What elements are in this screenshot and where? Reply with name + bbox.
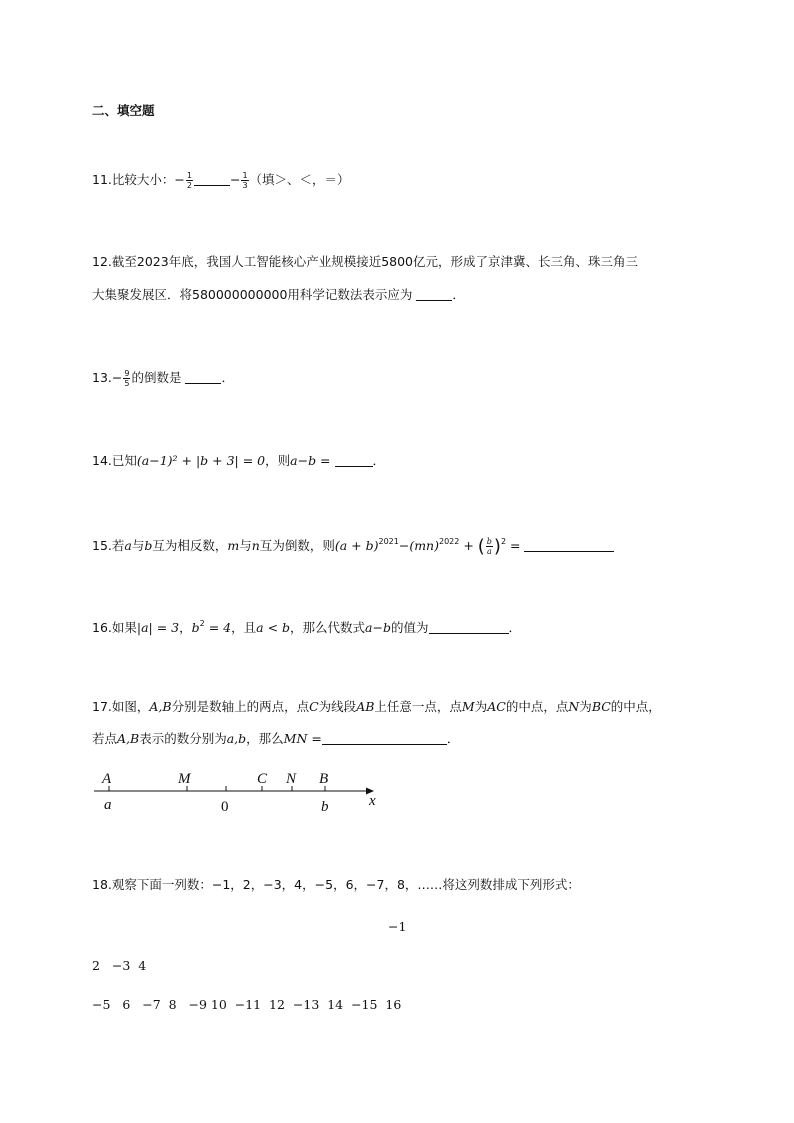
- label-A: A: [102, 771, 112, 787]
- q15-exp2: 2022: [438, 537, 460, 546]
- q13-fraction: [123, 369, 130, 388]
- q13-text: 的倒数是: [131, 370, 182, 385]
- q17-l1a: 17.如图，: [92, 699, 150, 714]
- q17-l2a: 若点: [92, 731, 118, 746]
- question-12-line-2: [92, 285, 465, 305]
- q16-ineq: a < b: [256, 620, 291, 635]
- q15-var-a: a: [124, 538, 132, 553]
- q17-BC: BC: [591, 699, 611, 714]
- q16-answer-blank[interactable]: [429, 621, 509, 634]
- section-title: 二、填空题: [92, 103, 155, 118]
- q16-t4: ，那么代数式: [290, 620, 366, 635]
- question-11: [92, 170, 350, 190]
- q12-answer-blank[interactable]: [416, 288, 452, 301]
- q15-t5: 互为倒数，则: [259, 538, 335, 553]
- q15-frac-den: a: [486, 547, 492, 556]
- q14-expression-2: a−b =: [290, 453, 331, 468]
- q15-var-m: m: [227, 538, 240, 553]
- q16-sq-rest: = 4: [204, 620, 232, 635]
- label-zero: 0: [221, 799, 229, 815]
- q13-end: ．: [221, 370, 234, 385]
- q17-l1b: 分别是数轴上的两点，点: [171, 699, 310, 714]
- q11-frac2-den: 3: [242, 181, 248, 190]
- q17-l1e: 为: [474, 699, 488, 714]
- q11-suffix: （填＞、＜，＝）: [249, 172, 350, 187]
- number-line-figure: [92, 765, 392, 815]
- q14-mid: ，则: [265, 453, 291, 468]
- sequence-row-1: −1: [388, 919, 407, 934]
- q17-l1f: 的中点，点: [505, 699, 569, 714]
- q14-prefix: 14.已知: [92, 453, 137, 468]
- q11-fraction-2: [241, 171, 248, 190]
- q17-AB: A,B: [149, 699, 172, 714]
- q16-sq-exp: 2: [199, 619, 205, 628]
- q11-answer-blank[interactable]: [194, 173, 230, 186]
- question-14: [92, 451, 385, 471]
- q15-frac-num: b: [486, 537, 492, 546]
- q15-t3: 互为相反数，: [152, 538, 228, 553]
- q17-end: ．: [446, 731, 460, 746]
- q14-expression: (a−1)² + |b + 3| = 0: [136, 453, 266, 468]
- q16-t1: 16.如果: [92, 620, 137, 635]
- q12-end: ．: [452, 287, 465, 302]
- question-13: [92, 368, 234, 388]
- q17-AC: AC: [487, 699, 506, 714]
- q12-text: 大集聚发展区．将580000000000用科学记数法表示应为: [92, 287, 413, 302]
- q15-t4: 与: [239, 538, 252, 553]
- question-12-line-1: 12.截至2023年底，我国人工智能核心产业规模接近5800亿元，形成了京津冀、长三角、珠三角三: [92, 254, 639, 269]
- label-C: C: [257, 771, 268, 787]
- q17-l2b: 表示的数分别为: [139, 731, 227, 746]
- q17-C: C: [309, 699, 319, 714]
- q17-AB3: A,B: [117, 731, 140, 746]
- q17-ab: a,b: [226, 731, 247, 746]
- question-18: 18.观察下面一列数：−1，2，−3，4，−5，6，−7，8，……将这列数排成下列形式：: [92, 877, 580, 892]
- label-B: B: [319, 771, 329, 787]
- label-x: x: [369, 793, 376, 809]
- question-17-line-1: [92, 697, 661, 717]
- label-M: M: [178, 771, 191, 787]
- sequence-row-3: −5 6 −7 8 −9 10 −11 12 −13 14 −15 16: [92, 997, 402, 1012]
- q11-prefix: 11.比较大小：: [92, 172, 175, 187]
- q15-paren-fraction: ( $\frac{b}{a}$ ): [477, 535, 501, 557]
- q16-t3: ，且: [231, 620, 257, 635]
- q17-AB2: AB: [356, 699, 375, 714]
- q17-l2c: ，那么: [246, 731, 284, 746]
- q15-eq: =: [506, 538, 521, 553]
- sequence-row-2: 2 −3 4: [92, 958, 147, 973]
- q11-fraction-1: [186, 171, 193, 190]
- q11-frac2-sign: −: [229, 172, 241, 187]
- q16-sq: b: [191, 620, 200, 635]
- q15-var-b: b: [144, 538, 153, 553]
- q15-t1: 15.若: [92, 538, 125, 553]
- q15-plus: +: [459, 538, 478, 553]
- q11-frac1-sign: −: [174, 172, 185, 187]
- q15-var-n: n: [251, 538, 260, 553]
- q13-frac-num: 9: [124, 369, 130, 378]
- q14-end: ．: [372, 453, 386, 468]
- q17-l1h: 的中点，: [610, 699, 661, 714]
- q11-frac1-den: 2: [186, 181, 192, 190]
- q15-fraction: [486, 537, 493, 556]
- q17-N: N: [568, 699, 580, 714]
- q11-frac2-num: 1: [242, 171, 248, 180]
- q13-answer-blank[interactable]: [185, 371, 221, 384]
- q17-l1c: 为线段: [318, 699, 357, 714]
- label-a: a: [104, 797, 112, 813]
- q14-answer-blank[interactable]: [335, 454, 373, 467]
- question-15: [92, 536, 614, 556]
- question-16: [92, 618, 521, 638]
- q13-frac-den: 5: [124, 379, 130, 388]
- q16-end: ．: [508, 620, 522, 635]
- q17-l1g: 为: [579, 699, 592, 714]
- q16-ab: a−b: [365, 620, 391, 635]
- q11-frac1-num: 1: [186, 171, 192, 180]
- q15-answer-blank[interactable]: [524, 539, 614, 552]
- label-b: b: [321, 799, 329, 815]
- q15-expr: (a + b): [334, 538, 379, 553]
- q16-abs: |a| = 3: [136, 620, 180, 635]
- question-17-line-2: [92, 729, 459, 749]
- q15-exp3: 2: [500, 537, 507, 546]
- q15-t2: 与: [131, 538, 145, 553]
- q17-MN: MN =: [283, 731, 322, 746]
- q17-answer-blank[interactable]: [322, 732, 447, 745]
- q15-minus-term: −(mn): [398, 538, 439, 553]
- q16-t5: 的值为: [390, 620, 429, 635]
- q13-prefix: 13.: [92, 370, 112, 385]
- q17-l1d: 上任意一点，点: [374, 699, 462, 714]
- q15-exp1: 2021: [378, 537, 399, 546]
- q16-t2: ，: [179, 620, 192, 635]
- label-N: N: [286, 771, 297, 787]
- q17-M: M: [461, 699, 475, 714]
- q13-frac-sign: −: [111, 370, 123, 385]
